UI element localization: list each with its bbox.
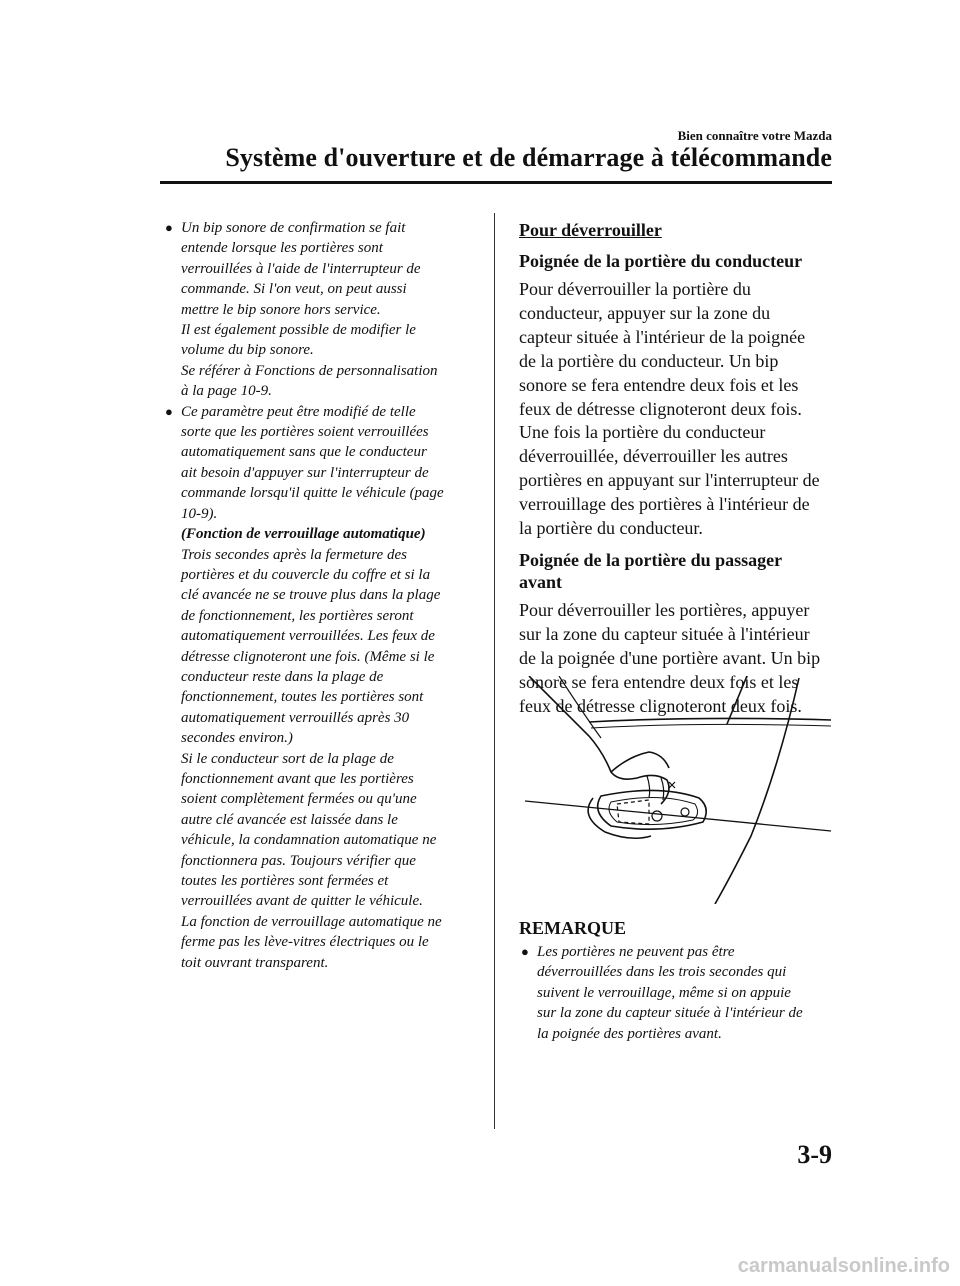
text-line: déverrouillées dans les trois secondes qui	[537, 964, 787, 981]
bullet-item-beep	[163, 218, 478, 402]
right-column	[519, 218, 835, 727]
text-line: sonore se fera entendre deux fois et les	[519, 671, 799, 692]
text-line: capteur située à l'intérieur de la poignée	[519, 326, 806, 347]
text-line: la portière du conducteur.	[519, 518, 703, 539]
text-line: automatiquement verrouillés après 30	[181, 709, 410, 726]
text-line: secondes environ.)	[181, 730, 293, 747]
paragraph-driver-unlock	[519, 278, 835, 541]
text-line: verrouillées à l'aide de l'interrupteur de	[181, 260, 421, 277]
text-line: ait besoin d'appuyer sur l'interrupteur de	[181, 464, 429, 481]
text-line: Une fois la portière du conducteur	[519, 422, 766, 443]
feature-name: (Fonction de verrouillage automatique)	[181, 526, 426, 543]
text-line: avant	[519, 571, 563, 592]
text-line: feux de détresse clignoteront deux fois.	[519, 398, 802, 419]
text-line: portières et du couvercle du coffre et si la	[181, 566, 431, 583]
text-line: Un bip sonore de confirmation se fait	[181, 220, 406, 236]
text-line: entende lorsque les portières sont	[181, 240, 383, 257]
text-line: automatiquement verrouillées. Les feux de	[181, 628, 435, 645]
text-line: verrouillage des portières à l'intérieur de	[519, 494, 810, 515]
text-line: commande. Si l'on veut, on peut aussi	[181, 281, 407, 298]
sub-heading-passenger-handle	[519, 549, 835, 593]
text-line: Poignée de la portière du passager	[519, 549, 783, 570]
note-block	[519, 916, 835, 1044]
bullet-icon: ●	[165, 220, 173, 235]
text-line: Pour déverrouiller la portière du	[519, 279, 751, 299]
text-line: de la poignée d'une portière avant. Un bip	[519, 647, 821, 668]
text-line: feux de détresse clignoteront deux fois.	[519, 695, 802, 716]
text-line: toit ouvrant transparent.	[181, 954, 329, 971]
text-line: commande lorsqu'il quitte le véhicule (page	[181, 485, 444, 502]
watermark: carmanualsonline.info	[737, 1255, 950, 1277]
text-line: toutes les portières sont fermées et	[181, 873, 389, 889]
text-line: autre clé avancée est laissée dans le	[181, 811, 398, 828]
text-line: Si le conducteur sort de la plage de	[181, 750, 394, 767]
text-line: à la page 10-9.	[181, 383, 272, 400]
text-line: de fonctionnement, les portières seront	[181, 607, 414, 624]
section-title-unlock: Pour déverrouiller	[519, 220, 662, 240]
text-line: suivent le verrouillage, même si on appuie	[537, 984, 791, 1001]
text-line: portières en appuyant sur l'interrupteur de	[519, 470, 820, 491]
text-line: 10-9).	[181, 505, 218, 522]
note-item	[519, 942, 835, 1044]
text-line: automatiquement sans que le conducteur	[181, 444, 427, 461]
text-line: sorte que les portières soient verrouillées	[181, 424, 429, 441]
text-line: Ce paramètre peut être modifié de telle	[181, 403, 416, 420]
text-line: verrouillées avant de quitter le véhicule.	[181, 893, 423, 910]
text-line: sur la zone du capteur située à l'intérieur de	[537, 1005, 803, 1022]
text-line: déverrouillée, déverrouiller les autres	[519, 446, 788, 467]
bullet-text	[181, 402, 478, 973]
text-line: sur la zone du capteur située à l'intérieur	[519, 623, 810, 644]
text-line: fonctionnera pas. Toujours vérifier que	[181, 852, 416, 869]
text-line: clé avancée ne se trouve plus dans la plage	[181, 587, 441, 604]
text-line: fonctionnement, toutes les portières sont	[181, 689, 424, 706]
text-line: La fonction de verrouillage automatique ne	[181, 913, 442, 930]
bullet-text	[181, 218, 478, 402]
text-line: fonctionnement avant que les portières	[181, 770, 414, 787]
sub-heading-driver-handle: Poignée de la portière du conducteur	[519, 251, 803, 271]
text-line: Se référer à Fonctions de personnalisation	[181, 362, 438, 379]
bullet-item-auto-lock	[163, 402, 478, 973]
text-line: ferme pas les lève-vitres électriques ou le	[181, 934, 429, 951]
left-column	[163, 218, 478, 973]
text-line: mettre le bip sonore hors service.	[181, 301, 381, 318]
text-line: détresse clignoteront une fois. (Même si le	[181, 648, 435, 665]
text-line: Pour déverrouiller les portières, appuyer	[519, 599, 810, 620]
text-line: la poignée des portières avant.	[537, 1025, 722, 1042]
text-line: Les portières ne peuvent pas être	[537, 944, 735, 960]
header-rule	[160, 181, 832, 184]
text-line: de la portière du conducteur. Un bip	[519, 350, 779, 371]
text-line: Il est également possible de modifier le	[181, 322, 416, 339]
door-handle-illustration	[519, 676, 831, 904]
column-divider	[494, 213, 495, 1129]
text-line: conducteur reste dans la plage de	[181, 668, 384, 685]
text-line: sonore se fera entendre deux fois et les	[519, 374, 799, 395]
text-line: conducteur, appuyer sur la zone du	[519, 302, 771, 323]
chapter-label: Bien connaître votre Mazda	[677, 128, 832, 143]
bullet-icon: ●	[521, 944, 529, 959]
bullet-icon: ●	[165, 403, 173, 419]
page-number: 3-9	[797, 1140, 832, 1169]
text-line: volume du bip sonore.	[181, 342, 314, 359]
section-header-title: Système d'ouverture et de démarrage à télécommande	[225, 143, 832, 172]
text-line: véhicule, la condamnation automatique ne	[181, 832, 437, 849]
text-line: soient complètement fermées ou qu'une	[181, 791, 417, 808]
text-line: Trois secondes après la fermeture des	[181, 546, 407, 563]
note-title: REMARQUE	[519, 918, 626, 938]
